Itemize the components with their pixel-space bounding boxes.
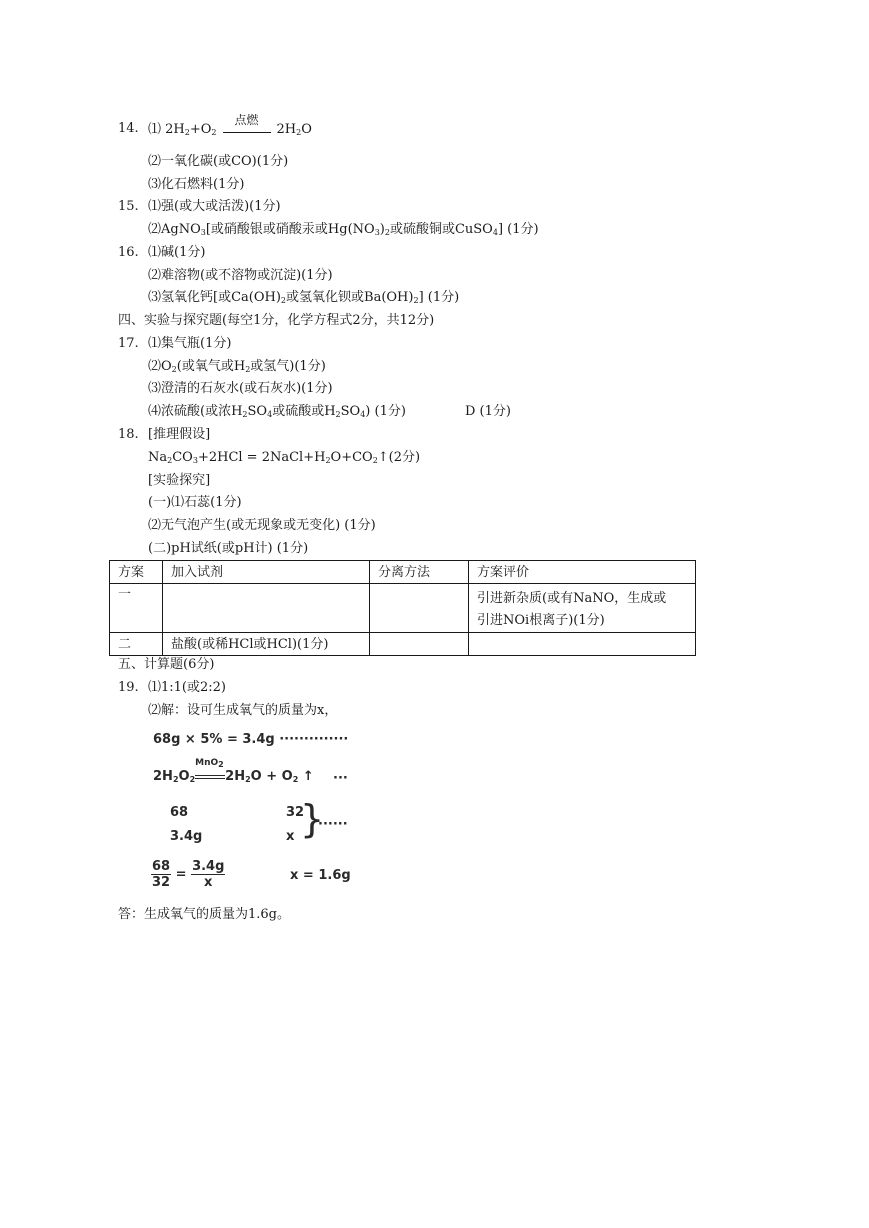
evaluation-line-1: 引进新杂质(或有NaNO，生成或: [477, 591, 667, 606]
q17-part4-answer: D (1分): [465, 404, 511, 419]
reaction-condition: 点燃: [223, 122, 271, 136]
q16-number: 16.: [118, 245, 139, 260]
q19-part2: ⑵解：设可生成氧气的质量为x，: [148, 703, 338, 718]
section-4-heading: 四、实验与探究题(每空1分，化学方程式2分，共12分): [118, 313, 435, 328]
q14-number: 14.: [118, 121, 139, 136]
final-answer: 答：生成氧气的质量为1.6g。: [118, 907, 290, 922]
q17-number: 17.: [118, 336, 139, 351]
q19-part1: ⑴1:1(或2:2): [148, 680, 226, 695]
catalyst-arrow: MnO$_2$: [195, 771, 225, 783]
q16-part3: ⑶氢氧化钙[或$Ca(OH)_2$或氢氧化钡或$Ba(OH)_2$] (1分): [148, 290, 460, 305]
table-row: [110, 633, 696, 656]
q19-brace-dots: ······: [318, 817, 348, 832]
q18-number: 18.: [118, 427, 139, 442]
q15-part2: ⑵AgNO$_3$[或硝酸银或硝酸汞或$Hg(NO_3)_2$或硫酸铜或CuSO$_4$] (1分): [148, 222, 539, 237]
table-cell: 一: [110, 584, 163, 633]
q18-step3: (二)pH试纸(或pH计) (1分): [148, 541, 309, 556]
q18-equation: $Na_2CO_3+2HCl$ = $2NaCl+H_2O+CO_2↑(2$分): [148, 450, 421, 465]
q19-reaction-equation: $2H_2O_2$ MnO$_2$ $2H_2O + O_2$ ↑: [153, 757, 314, 784]
table-row: [110, 584, 696, 633]
q17-part2: $⑵O_2$(或氧气或$H_2$或氢气)(1分): [148, 359, 326, 374]
table-cell: 二: [110, 633, 163, 656]
q14-part3: ⑶化石燃料(1分): [148, 177, 245, 192]
q19-proportion: $\frac{68}{32}$ = $\frac{3.4g}{x}$: [152, 859, 225, 890]
table-header-cell: 分离方法: [370, 561, 469, 584]
table-header-cell: 加入试剂: [163, 561, 370, 584]
q19-known-mass: 3.4g: [170, 829, 203, 844]
evaluation-line-2: 引进NOi根离子)(1分): [477, 613, 605, 628]
q19-molar-mass-1: 68: [170, 805, 189, 820]
table-header-row: [110, 561, 696, 584]
q18-step2: ⑵无气泡产生(或无现象或无变化) (1分): [148, 518, 376, 533]
table-cell: [370, 584, 469, 633]
q14-part2: ⑵一氧化碳(或CO)(1分): [148, 154, 289, 169]
table-header-cell: 方案: [110, 561, 163, 584]
q15-part1: ⑴强(或大或活泼)(1分): [148, 199, 281, 214]
table-cell: [469, 633, 696, 656]
q14-equation: ⑴ $2H_2+O_2$ 点燃 $2H_2O$: [148, 113, 312, 137]
table-cell: [370, 633, 469, 656]
q16-part1: ⑴碱(1分): [148, 245, 206, 260]
q19-result: x = 1.6g: [290, 868, 351, 883]
q17-part4: ⑷浓硫酸(或浓$H_2SO_4$或硫酸或$H_2SO_4$) (1分): [148, 404, 406, 419]
table-cell: 盐酸(或稀HCl或HCl)(1分): [163, 633, 370, 656]
table-cell: [469, 584, 696, 633]
q17-part3: ⑶澄清的石灰水(或石灰水)(1分): [148, 381, 333, 396]
table-cell: [163, 584, 370, 633]
q19-calc-mass: 68g × 5% = 3.4g ··············: [153, 732, 349, 747]
fraction-left: $\frac{68}{32}$: [152, 859, 171, 890]
scheme-table: [109, 560, 696, 656]
q18-step1: (一)⑴石蕊(1分): [148, 495, 242, 510]
q19-unknown-mass: x: [286, 829, 295, 844]
q16-part2: ⑵难溶物(或不溶物或沉淀)(1分): [148, 268, 333, 283]
section-5-heading: 五、计算题(6分): [118, 657, 215, 672]
fraction-right: $\frac{3.4g}{x}$: [192, 859, 225, 890]
q18-heading-hypothesis: [推理假设]: [148, 427, 211, 442]
q19-brace: }: [300, 797, 325, 841]
table-header-cell: 方案评价: [469, 561, 696, 584]
q17-part1: ⑴集气瓶(1分): [148, 336, 232, 351]
q19-equation-dots: ···: [333, 771, 348, 786]
q19-molar-mass-2: 32: [286, 805, 305, 820]
q18-heading-explore: [实验探究]: [148, 473, 211, 488]
q19-number: 19.: [118, 680, 139, 695]
q15-number: 15.: [118, 199, 139, 214]
